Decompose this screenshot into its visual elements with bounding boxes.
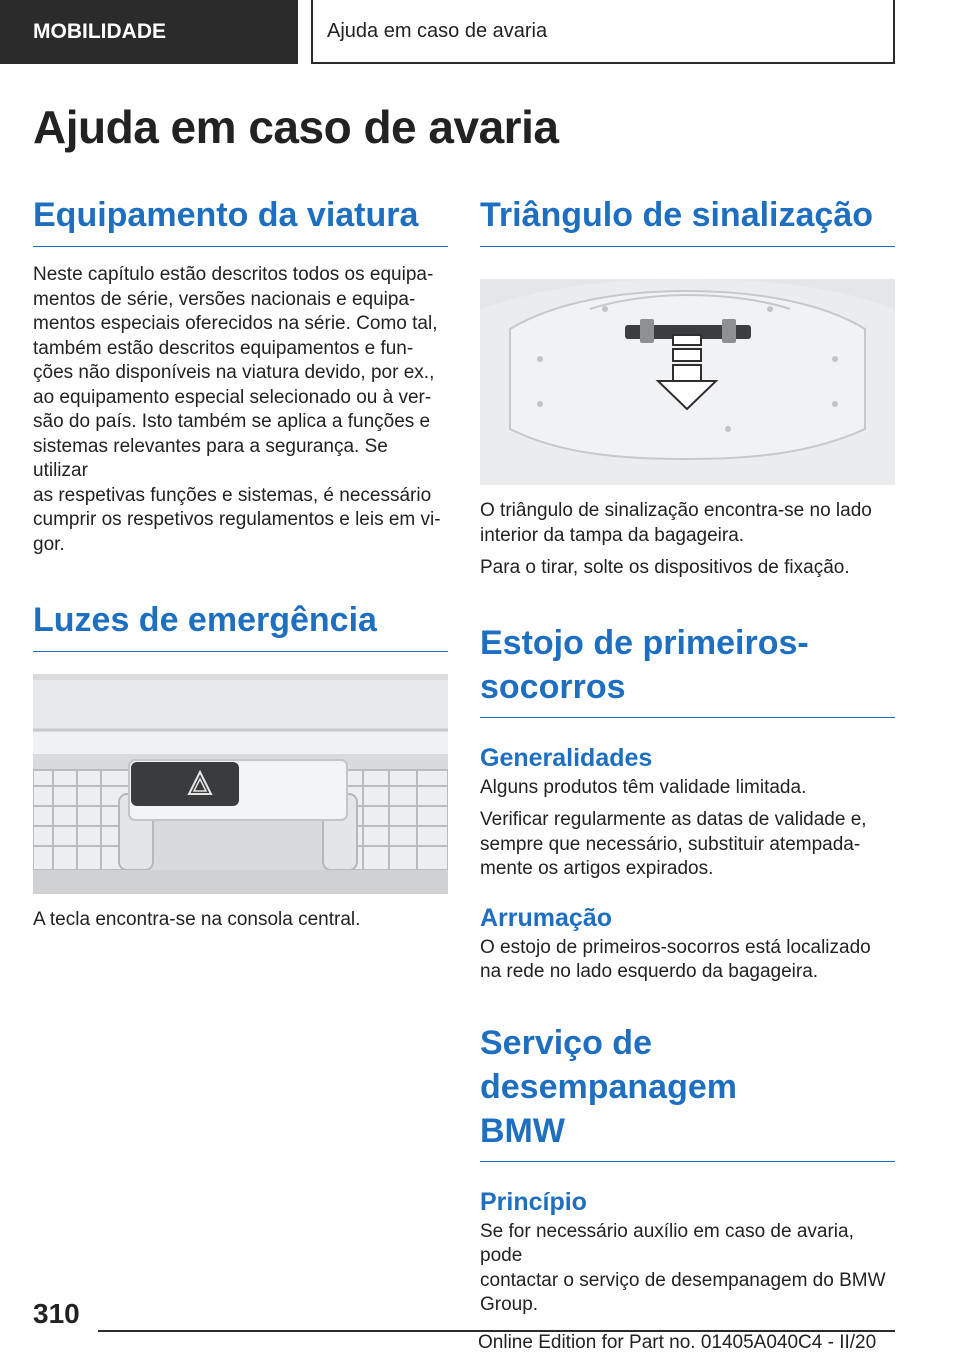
text-line: sempre que necessário, substituir atempada‐ bbox=[480, 833, 861, 855]
page-title: Ajuda em caso de avaria bbox=[33, 101, 559, 153]
text-line: interior da tampa da bagageira. bbox=[480, 524, 745, 546]
text-line: Verificar regularmente as datas de validade e, bbox=[480, 809, 867, 830]
text-line: ao equipamento especial selecionado ou à ver‐ bbox=[33, 386, 432, 408]
heading-line: Serviço de desempanagem bbox=[480, 1023, 737, 1106]
paragraph-equipamento bbox=[33, 263, 448, 557]
footer-edition: Online Edition for Part no. 01405A040C4 - II/20 bbox=[478, 1332, 877, 1353]
text-line: mentos de série, versões nacionais e equipa‐ bbox=[33, 288, 416, 310]
text-line: as respetivas funções e sistemas, é necessário bbox=[33, 484, 432, 506]
heading-equipamento: Equipamento da viatura bbox=[33, 192, 448, 247]
text-line: na rede no lado esquerdo da bagageira. bbox=[480, 961, 819, 982]
text-line: cumprir os respetivos regulamentos e leis em vi‐ bbox=[33, 509, 441, 530]
text-line: sistemas relevantes para a segurança. Se utilizar bbox=[33, 435, 388, 481]
page-number: 310 bbox=[33, 1298, 80, 1329]
header-section-label: MOBILIDADE bbox=[33, 20, 166, 43]
text-line: mentos especiais oferecidos na série. Como tal, bbox=[33, 313, 438, 334]
right-column bbox=[480, 192, 895, 1318]
heading-servico bbox=[480, 1021, 895, 1162]
text-line: mente os artigos expirados. bbox=[480, 858, 714, 879]
paragraph-generalidades-1: Alguns produtos têm validade limitada. bbox=[480, 776, 807, 798]
text-line: também estão descritos equipamentos e fun‐ bbox=[33, 337, 414, 359]
heading-estojo bbox=[480, 621, 895, 718]
text-line: O triângulo de sinalização encontra-se no lado bbox=[480, 500, 872, 521]
heading-line: socorros bbox=[480, 667, 626, 706]
text-line: gor. bbox=[33, 533, 65, 555]
trunk-lid-illustration bbox=[480, 279, 895, 485]
heading-line: Estojo de primeiros- bbox=[480, 623, 809, 662]
console-drawing bbox=[33, 674, 448, 894]
header-chapter-box bbox=[311, 0, 895, 64]
paragraph-triangulo-2: Para o tirar, solte os dispositivos de fixação. bbox=[480, 557, 850, 578]
heading-luzes: Luzes de emergência bbox=[33, 597, 448, 652]
text-line: são do país. Isto também se aplica a funções e bbox=[33, 411, 431, 432]
heading-line: BMW bbox=[480, 1111, 565, 1150]
text-line: Group. bbox=[480, 1294, 539, 1315]
text-line: O estojo de primeiros-socorros está localizado bbox=[480, 936, 871, 958]
text-line: contactar o serviço de desempanagem do BMW bbox=[480, 1269, 886, 1291]
heading-arrumacao: Arrumação bbox=[480, 903, 612, 932]
caption-luzes: A tecla encontra-se na consola central. bbox=[33, 909, 361, 930]
heading-principio: Princípio bbox=[480, 1187, 587, 1216]
text-line: Neste capítulo estão descritos todos os equipa‐ bbox=[33, 264, 434, 285]
paragraph-arrumacao bbox=[480, 936, 895, 985]
trunk-lid-drawing bbox=[480, 279, 895, 485]
left-column bbox=[33, 192, 448, 933]
text-line: Se for necessário auxílio em caso de avaria, pode bbox=[480, 1220, 854, 1266]
paragraph-principio bbox=[480, 1220, 895, 1318]
header-section-tab bbox=[0, 0, 298, 64]
hazard-button-illustration bbox=[33, 674, 448, 894]
heading-generalidades: Generalidades bbox=[480, 743, 653, 772]
header-chapter-label: Ajuda em caso de avaria bbox=[327, 19, 548, 42]
paragraph-generalidades-2 bbox=[480, 808, 895, 882]
paragraph-triangulo-1 bbox=[480, 499, 895, 548]
text-line: ções não disponíveis na viatura devido, por ex., bbox=[33, 362, 435, 383]
heading-triangulo: Triângulo de sinalização bbox=[480, 192, 895, 247]
